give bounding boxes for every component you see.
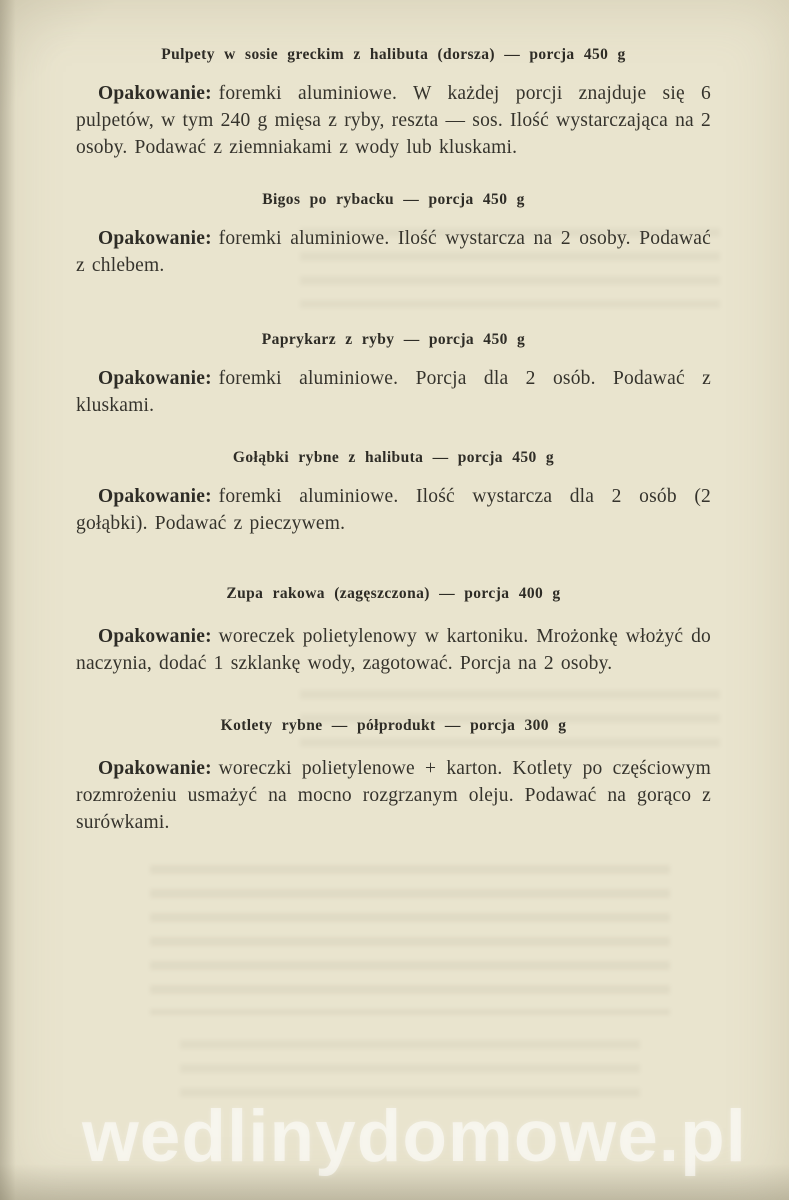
paragraph-text: foremki aluminiowe. Ilość wystarcza na 2 osoby. Podawać z chlebem. [76, 228, 711, 276]
recipe-paragraph [76, 623, 711, 677]
print-bleed [150, 865, 670, 1015]
recipe-paragraph [76, 80, 711, 161]
recipe-section [76, 331, 711, 419]
recipe-paragraph [76, 225, 711, 279]
recipe-section [76, 449, 711, 537]
recipe-heading: Zupa rakowa (zagęszczona) — porcja 400 g [226, 585, 561, 602]
recipe-heading: Bigos po rybacku — porcja 450 g [262, 191, 525, 208]
recipe-paragraph [76, 755, 711, 836]
recipe-paragraph [76, 365, 711, 419]
recipe-section [76, 191, 711, 279]
watermark: wedlinydomowe.pl [82, 1096, 747, 1177]
recipe-heading: Pulpety w sosie greckim z halibuta (dorsza) — porcja 450 g [161, 46, 626, 63]
paragraph-text: woreczki polietylenowe + karton. Kotlety po częściowym rozmrożeniu usmażyć na mocno rozgrzanym oleju. Podawać na gorąco z surówkami. [76, 758, 711, 833]
print-bleed [180, 1040, 640, 1100]
recipe-section [76, 46, 711, 161]
recipe-section [76, 585, 711, 677]
recipe-section [76, 717, 711, 836]
recipe-heading: Paprykarz z ryby — porcja 450 g [261, 331, 526, 348]
recipe-heading: Kotlety rybne — półprodukt — porcja 300 g [220, 717, 567, 734]
paragraph-lead: Opakowanie: [98, 626, 212, 647]
paragraph-lead: Opakowanie: [98, 368, 212, 389]
recipe-paragraph [76, 483, 711, 537]
paragraph-lead: Opakowanie: [98, 228, 212, 249]
paragraph-text: woreczek polietylenowy w kartoniku. Mrożonkę włożyć do naczynia, dodać 1 szklankę wody, zagotować. Porcja na 2 osoby. [76, 626, 711, 674]
paragraph-text: foremki aluminiowe. Ilość wystarcza dla 2 osób (2 gołąbki). Podawać z pieczywem. [76, 486, 711, 534]
paragraph-lead: Opakowanie: [98, 486, 212, 507]
paragraph-text: foremki aluminiowe. Porcja dla 2 osób. Podawać z kluskami. [76, 368, 711, 416]
paragraph-lead: Opakowanie: [98, 758, 212, 779]
paragraph-text: foremki aluminiowe. W każdej porcji znajduje się 6 pulpetów, w tym 240 g mięsa z ryby, reszta — sos. Ilość wystarczająca na 2 osoby. Podawać z ziemniakami z wody lub kluskami. [76, 83, 711, 158]
paragraph-lead: Opakowanie: [98, 83, 212, 104]
recipe-heading: Gołąbki rybne z halibuta — porcja 450 g [232, 449, 555, 466]
